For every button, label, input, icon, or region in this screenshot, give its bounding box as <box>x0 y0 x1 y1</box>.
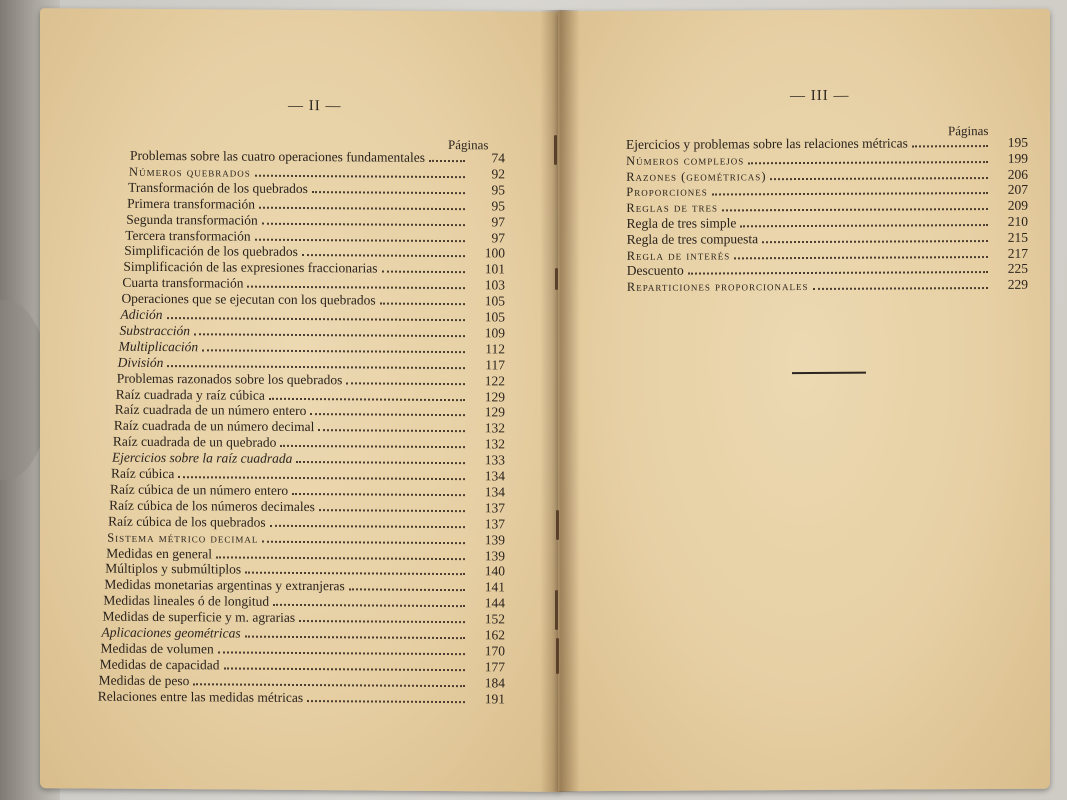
dot-leader <box>349 589 465 592</box>
dot-leader <box>302 254 465 257</box>
dot-leader <box>280 445 465 448</box>
toc-entry-title: Simplificación de las expresiones fraccionarias <box>123 259 378 276</box>
toc-entry-page: 100 <box>484 245 505 261</box>
dot-leader <box>247 286 465 290</box>
book-gutter <box>540 10 580 792</box>
toc-entry-title: Números quebrados <box>129 164 251 180</box>
toc-entry-page: 170 <box>484 643 505 659</box>
dot-leader <box>178 476 465 480</box>
toc-entry-title: Múltiplos y submúltiplos <box>105 561 242 577</box>
toc-entry-title: Primera transformación <box>127 195 255 212</box>
toc-entry-title: Segunda transformación <box>126 211 258 228</box>
toc-entry-title: Números complejos <box>626 153 745 168</box>
toc-entry-title: Ejercicios sobre la raíz cuadrada <box>111 449 293 467</box>
dot-leader <box>216 556 465 560</box>
dot-leader <box>813 287 988 290</box>
dot-leader <box>224 667 465 671</box>
dot-leader <box>255 238 465 241</box>
dot-leader <box>167 317 466 321</box>
toc-entry-title: Reglas de tres <box>626 200 718 216</box>
toc-entry-page: 195 <box>1007 134 1028 150</box>
binding-stitch <box>556 510 559 540</box>
dot-leader <box>255 175 465 178</box>
toc-entry-page: 229 <box>1007 277 1028 293</box>
toc-entry-page: 74 <box>491 150 505 166</box>
dot-leader <box>296 461 465 464</box>
dot-leader <box>770 177 988 180</box>
dot-leader <box>318 429 465 432</box>
dot-leader <box>202 349 465 353</box>
toc-entry-title: Medidas monetarias argentinas y extranjeras <box>104 576 345 594</box>
toc-entry-page: 133 <box>484 452 505 468</box>
toc-entry-page: 144 <box>484 595 505 611</box>
toc-entry-title: Ejercicios y problemas sobre las relaciones métricas <box>626 135 908 152</box>
dot-leader <box>912 145 988 147</box>
toc-entry-title: Raíz cúbica de los quebrados <box>108 513 266 530</box>
toc-entry-title: Proporciones <box>626 184 708 200</box>
toc-entry-page: 140 <box>484 563 505 579</box>
toc-entry-title: Transformación de los quebrados <box>128 179 308 196</box>
toc-entry-page: 184 <box>484 674 505 691</box>
dot-leader <box>740 224 988 227</box>
toc-entry-page: 132 <box>484 420 505 436</box>
dot-leader <box>167 365 465 369</box>
dot-leader <box>193 683 465 687</box>
toc-entry-title: Relaciones entre las medidas métricas <box>97 688 304 705</box>
toc-entry-page: 152 <box>484 611 505 627</box>
dot-leader <box>299 620 465 623</box>
toc-entry-page: 210 <box>1007 213 1028 229</box>
toc-entry-title: Aplicaciones geométricas <box>101 624 241 641</box>
toc-entry-title: Medidas de peso <box>98 672 190 688</box>
toc-entry-title: Raíz cuadrada y raíz cúbica <box>115 386 265 403</box>
toc-entry-title: División <box>117 354 164 370</box>
toc-entry-title: Regla de tres simple <box>626 215 737 231</box>
dot-leader <box>312 191 465 194</box>
dot-leader <box>722 208 988 211</box>
left-page-number: — II — <box>288 97 342 115</box>
left-paginas-label: Páginas <box>448 137 489 153</box>
toc-entry-page: 105 <box>484 309 505 325</box>
dot-leader <box>245 636 465 640</box>
toc-entry-title: Medidas de capacidad <box>99 656 220 673</box>
toc-entry-title: Substracción <box>119 322 191 339</box>
toc-entry-title: Tercera transformación <box>125 227 251 244</box>
dot-leader <box>259 206 465 209</box>
dot-leader <box>734 256 988 259</box>
toc-entry-page: 139 <box>484 547 505 563</box>
toc-entry-title: Raíz cúbica <box>111 465 175 482</box>
dot-leader <box>762 240 988 243</box>
toc-entry-title: Raíz cuadrada de un número entero <box>114 402 307 419</box>
dot-leader <box>346 382 465 385</box>
dot-leader <box>310 413 465 416</box>
dot-leader <box>245 572 465 576</box>
toc-entry-title: Simplificación de los quebrados <box>124 243 298 260</box>
toc-entry-page: 92 <box>491 166 505 182</box>
dot-leader <box>218 651 465 655</box>
right-paginas-label: Páginas <box>948 123 989 139</box>
toc-entry-title: Descuento <box>626 263 684 279</box>
toc-entry-title: Medidas de superficie y m. agrarias <box>102 608 296 626</box>
toc-entry-page: 117 <box>485 356 505 373</box>
right-page-number: — III — <box>790 87 850 105</box>
dot-leader <box>429 160 465 162</box>
open-book <box>40 10 1055 795</box>
dot-leader <box>688 271 988 275</box>
dot-leader <box>262 222 465 225</box>
dot-leader <box>269 397 465 400</box>
toc-entry-page: 132 <box>484 436 505 452</box>
toc-entry <box>627 277 1028 295</box>
toc-entry-page: 122 <box>484 372 505 389</box>
toc-entry-page: 162 <box>484 627 505 643</box>
dot-leader <box>194 333 465 337</box>
toc-entry-title: Cuarta transformación <box>122 274 244 291</box>
toc-entry-page: 207 <box>1007 182 1028 198</box>
toc-entry-title: Adición <box>120 306 163 323</box>
toc-entry-title: Medidas lineales ó de longitud <box>103 592 270 609</box>
right-page <box>558 9 1050 792</box>
dot-leader <box>748 161 988 164</box>
toc-entry-title: Raíz cúbica de los números decimales <box>109 497 315 514</box>
toc-entry-page: 95 <box>491 182 505 198</box>
toc-entry-title: Regla de interés <box>626 247 731 263</box>
toc-entry-page: 177 <box>484 659 505 675</box>
toc-entry-page: 134 <box>484 468 505 484</box>
toc-entry-title: Medidas de volumen <box>100 640 214 657</box>
dot-leader <box>382 271 465 274</box>
toc-entry-title: Medidas en general <box>106 545 212 561</box>
toc-entry-title: Razones (geométricas) <box>626 168 767 184</box>
toc-entry-title: Operaciones que se ejecutan con los quebrados <box>121 290 376 308</box>
toc-entry-page: 129 <box>484 404 505 420</box>
toc-entry-page: 139 <box>484 531 505 548</box>
toc-entry-page: 137 <box>484 500 505 516</box>
toc-entry-title: Sistema métrico decimal <box>107 530 259 546</box>
binding-stitch <box>554 135 557 165</box>
toc-entry-page: 97 <box>491 229 505 245</box>
dot-leader <box>319 509 465 512</box>
toc-entry <box>98 688 505 707</box>
toc-entry-title: Reparticiones proporcionales <box>626 279 809 295</box>
end-rule <box>792 372 866 374</box>
left-page <box>40 8 560 792</box>
toc-entry-title: Raíz cuadrada de un número decimal <box>113 417 315 435</box>
toc-entry-page: 109 <box>484 325 505 341</box>
toc-entry-page: 215 <box>1007 229 1028 245</box>
dot-leader <box>270 524 465 527</box>
toc-entry-title: Multiplicación <box>118 338 199 355</box>
dot-leader <box>380 303 465 306</box>
dot-leader <box>292 493 465 496</box>
toc-entry-page: 206 <box>1007 166 1028 182</box>
dot-leader <box>262 540 465 543</box>
toc-entry-page: 95 <box>491 198 505 214</box>
toc-entry-page: 129 <box>484 388 505 404</box>
toc-entry-page: 103 <box>484 277 505 293</box>
toc-entry-page: 217 <box>1007 245 1028 261</box>
toc-entry-title: Problemas sobre las cuatro operaciones fundamentales <box>130 147 426 165</box>
toc-entry-page: 191 <box>484 690 505 707</box>
toc-entry-page: 137 <box>484 515 505 532</box>
binding-stitch <box>555 268 558 290</box>
toc-entry-page: 141 <box>484 579 505 595</box>
toc-entry-title: Raíz cuadrada de un quebrado <box>112 433 277 451</box>
toc-entry-title: Raíz cúbica de un número entero <box>110 481 289 498</box>
toc-entry-page: 209 <box>1007 198 1028 214</box>
toc-entry-page: 105 <box>484 293 505 309</box>
toc-entry-page: 199 <box>1007 150 1028 166</box>
dot-leader <box>307 700 465 703</box>
toc-entry-title: Problemas razonados sobre los quebrados <box>116 370 343 387</box>
toc-entry-title: Regla de tres compuesta <box>626 231 759 247</box>
dot-leader <box>712 192 988 195</box>
toc-entry-page: 134 <box>484 484 505 500</box>
dot-leader <box>273 604 465 607</box>
binding-stitch <box>555 590 558 630</box>
toc-entry-page: 97 <box>491 213 505 230</box>
toc-entry-page: 101 <box>484 261 505 277</box>
binding-stitch <box>556 638 559 674</box>
toc-entry-page: 225 <box>1007 261 1028 277</box>
toc-entry-page: 112 <box>485 341 505 357</box>
